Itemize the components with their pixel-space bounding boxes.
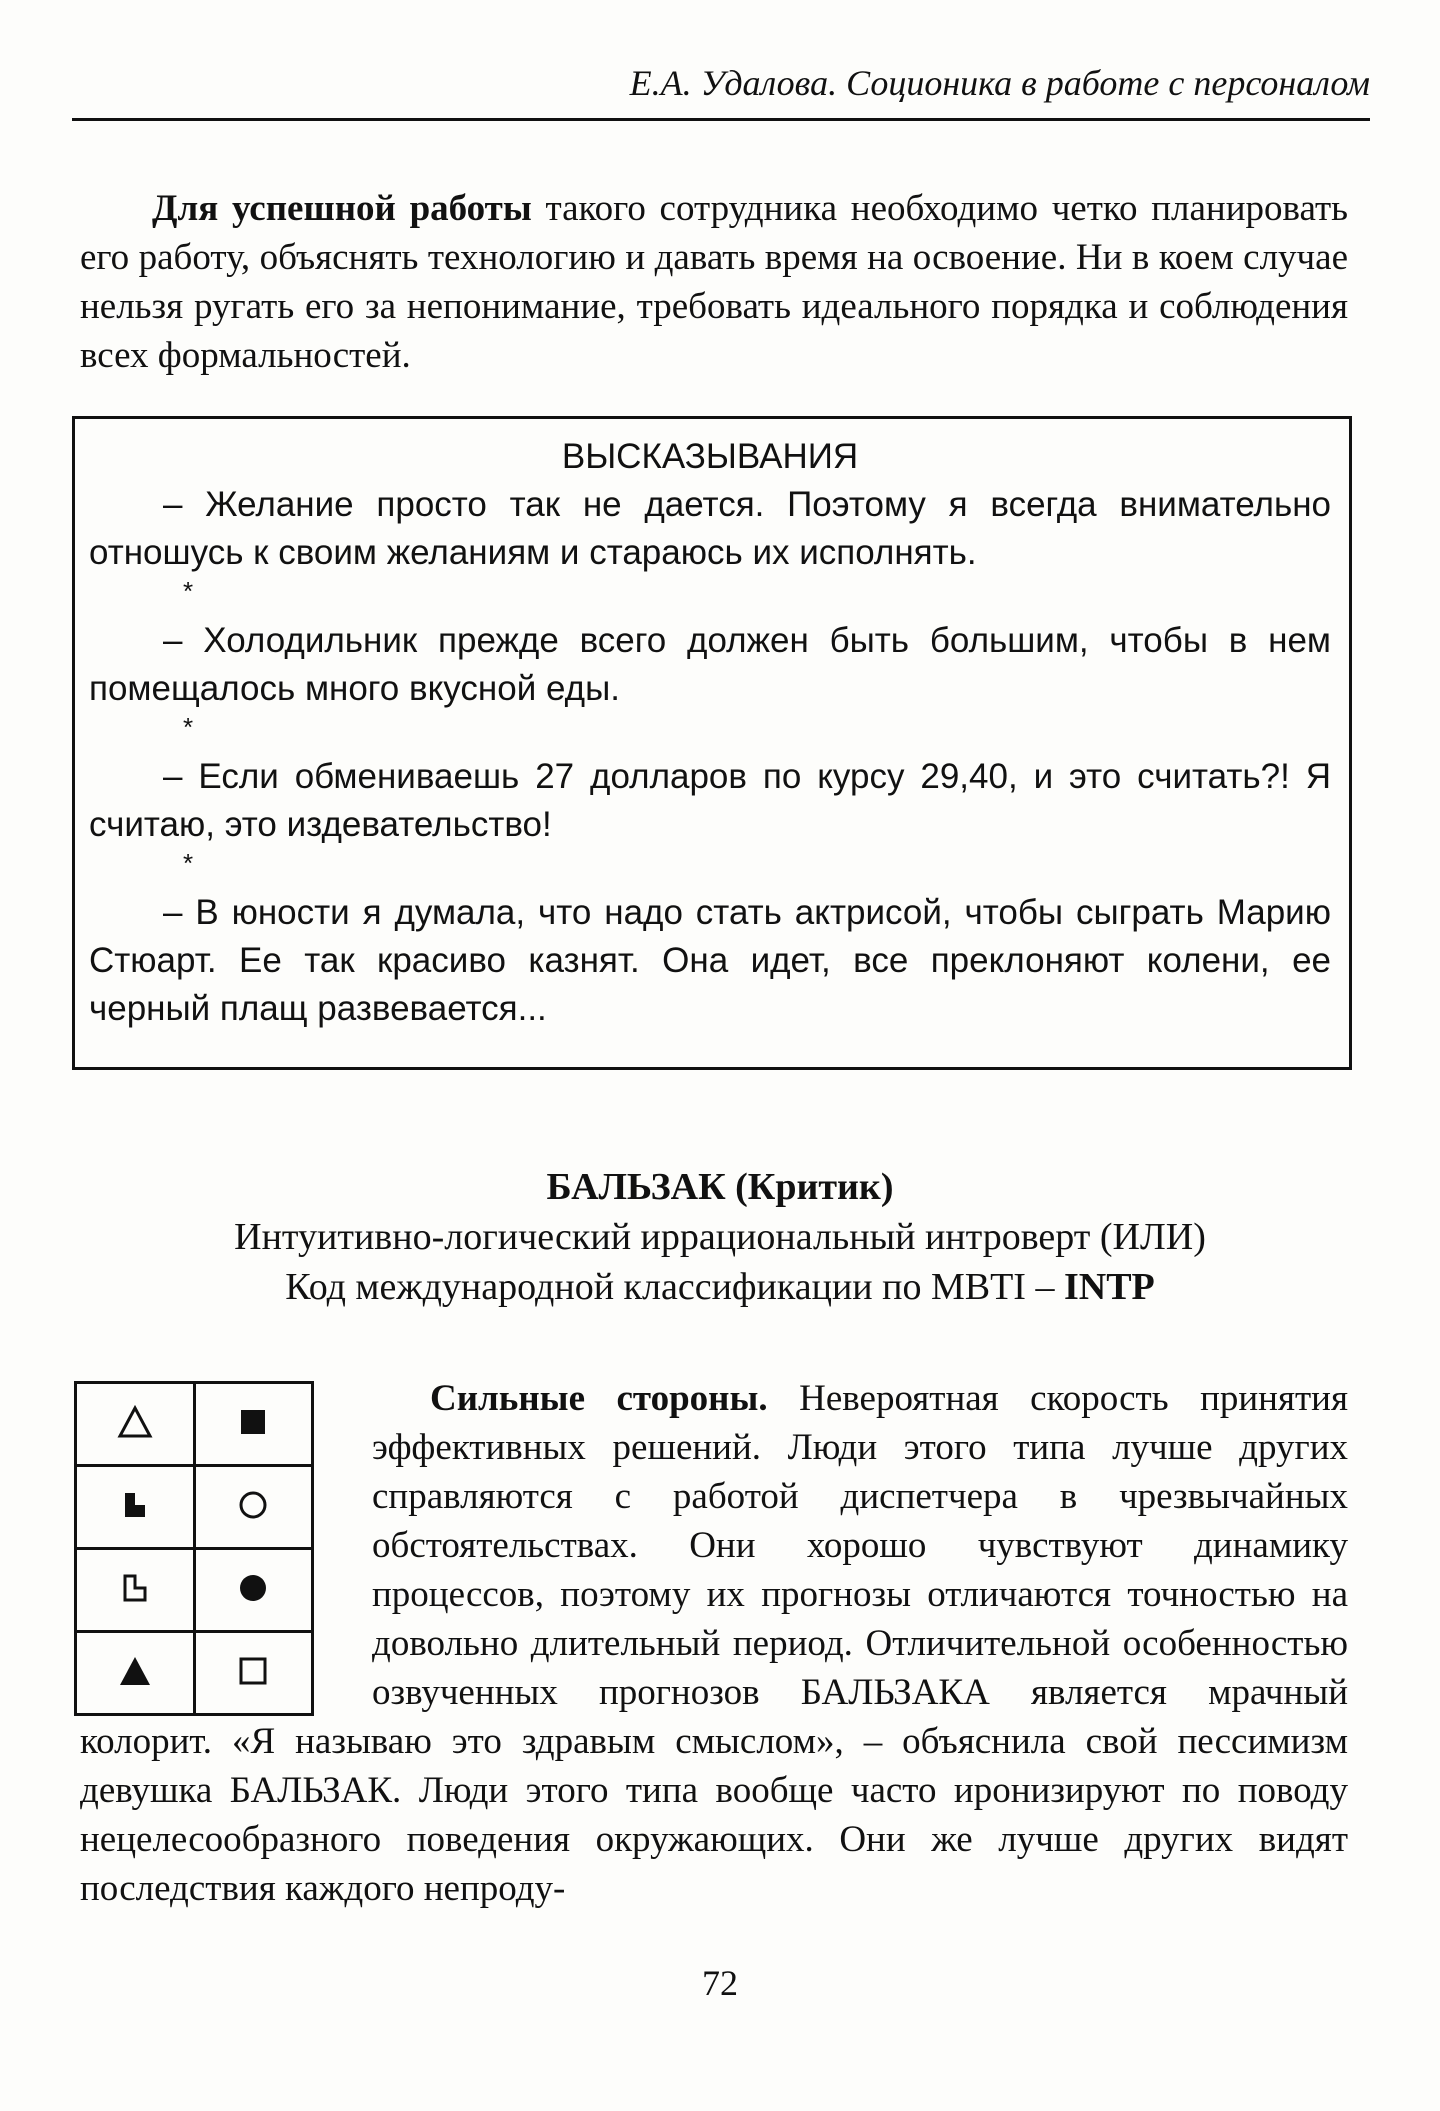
type-subtitle: Интуитивно-логический иррациональный интроверт (ИЛИ) bbox=[234, 1216, 1206, 1258]
type-code: INTP bbox=[1063, 1266, 1155, 1308]
paragraph-work-advice bbox=[80, 184, 1348, 380]
quote-item: – Если обмениваешь 27 долларов по курсу 29,40, и это считать?! Я считаю, это издевательство! bbox=[89, 757, 1331, 844]
quotes-title: ВЫСКАЗЫВАНИЯ bbox=[561, 437, 859, 476]
type-code-line bbox=[72, 1262, 1368, 1312]
paragraph-text: Невероятная скорость принятия эффективных решений. Люди этого типа лучше других справляются с работой диспетчера в чрезвычайных обстоятельствах. Они хорошо чувствуют динамику процессов, поэтому их прогнозы отличаются точностью на довольно длительный период. Отличительной особенностью озвученных прогнозов БАЛЬЗАКА является мрачный колорит. «Я называю это здравым смыслом», – объяснила свой пессимизм девушка БАЛЬЗАК. Люди этого типа вообще часто иронизируют по поводу нецелесообразного поведения окружающих. Они же лучше других видят последствия каждого непроду- bbox=[80, 1378, 1348, 1909]
paragraph-text: такого сотрудника необходимо четко планировать его работу, объяснять технологию и давать время на освоение. Ни в коем случае нельзя ругать его за непонимание, требовать идеального порядка и соблюдения всех формальностей. bbox=[80, 188, 1348, 376]
quote-separator: * bbox=[183, 712, 194, 742]
type-heading bbox=[72, 1162, 1368, 1312]
paragraph-bold-lead: Для успешной работы bbox=[152, 188, 532, 229]
quote-item: – В юности я думала, что надо стать актрисой, чтобы сыграть Марию Стюарт. Ее так красиво казнят. Она идет, все преклоняют колени, ее черный плащ развевается... bbox=[89, 893, 1331, 1028]
paragraph-bold-lead: Сильные стороны. bbox=[430, 1378, 768, 1419]
quote-item: – Холодильник прежде всего должен быть большим, чтобы в нем помещалось много вкусной еды. bbox=[89, 621, 1331, 708]
quote-separator: * bbox=[183, 576, 194, 606]
quotes-box bbox=[72, 416, 1352, 1070]
quote-item: – Желание просто так не дается. Поэтому я всегда внимательно отношусь к своим желаниям и стараюсь их исполнять. bbox=[89, 485, 1331, 572]
type-name: БАЛЬЗАК (Критик) bbox=[546, 1166, 894, 1208]
type-code-prefix: Код международной классификации по MBTI – bbox=[285, 1266, 1064, 1308]
page-number: 72 bbox=[702, 1963, 738, 2003]
paragraph-strengths bbox=[80, 1374, 1348, 1913]
running-header: Е.А. Удалова. Соционика в работе с персоналом bbox=[72, 62, 1370, 121]
quote-separator: * bbox=[183, 848, 194, 878]
